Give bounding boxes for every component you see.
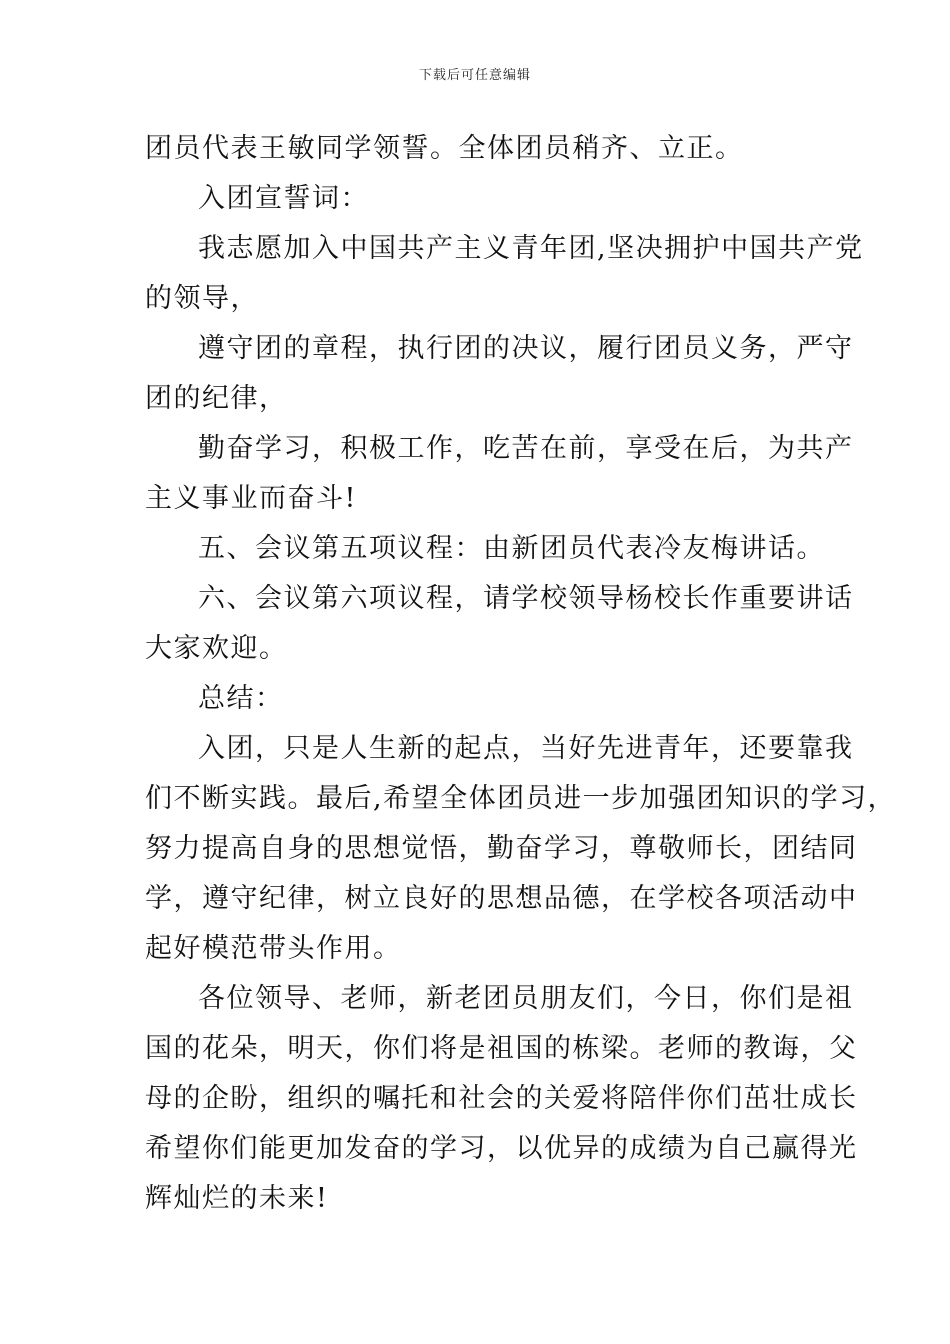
document-body: [145, 124, 897, 1224]
text-line: 学，遵守纪律，树立良好的思想品德，在学校各项活动中: [145, 883, 858, 914]
text-line: 六、会议第六项议程，请学校领导杨校长作重要讲话: [198, 583, 854, 614]
text-line: 入团，只是人生新的起点，当好先进青年，还要靠我: [198, 733, 854, 764]
text-line: 国的花朵，明天，你们将是祖国的栋梁。老师的教诲，父: [145, 1033, 858, 1064]
text-line: 我志愿加入中国共产主义青年团,坚决拥护中国共产党: [198, 233, 864, 264]
text-line: 们不断实践。最后,希望全体团员进一步加强团知识的学习，: [145, 783, 897, 814]
text-line: 入团宣誓词：: [198, 183, 369, 214]
text-line: 团员代表王敏同学领誓。全体团员稍齐、立正。: [145, 133, 744, 164]
text-line: 五、会议第五项议程：由新团员代表冷友梅讲话。: [198, 533, 825, 564]
text-line: 遵守团的章程，执行团的决议，履行团员义务，严守: [198, 333, 854, 364]
text-line: 母的企盼，组织的嘱托和社会的关爱将陪伴你们茁壮成长: [145, 1083, 858, 1114]
text-line: 希望你们能更加发奋的学习，以优异的成绩为自己赢得光: [145, 1133, 858, 1164]
text-line: 勤奋学习，积极工作，吃苦在前，享受在后，为共产: [198, 433, 854, 464]
page-header: 下载后可任意编辑: [418, 68, 531, 83]
text-line: 起好模范带头作用。: [145, 933, 402, 964]
text-line: 努力提高自身的思想觉悟，勤奋学习，尊敬师长，团结同: [145, 833, 858, 864]
text-line: 各位领导、老师，新老团员朋友们，今日，你们是祖: [198, 983, 854, 1014]
text-line: 主义事业而奋斗!: [145, 483, 357, 514]
text-line: 大家欢迎。: [145, 633, 288, 664]
text-line: 总结：: [198, 683, 284, 714]
text-line: 团的纪律，: [145, 383, 288, 414]
text-line: 的领导，: [145, 283, 259, 314]
text-line: 辉灿烂的未来!: [145, 1183, 329, 1214]
